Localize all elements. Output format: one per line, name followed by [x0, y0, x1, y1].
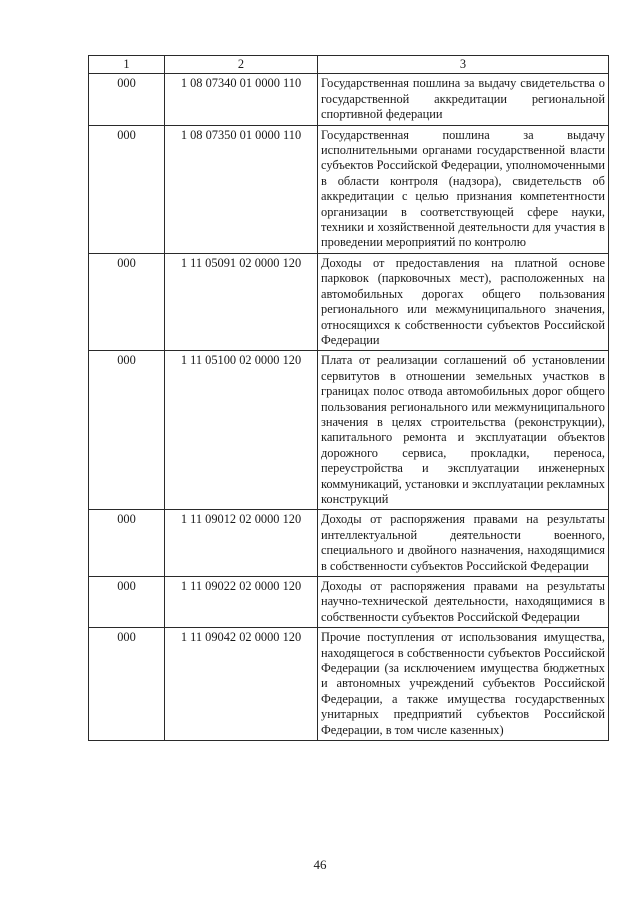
admin-code-cell: 000: [89, 125, 165, 253]
revenue-name-cell: Государственная пошлина за выдачу свидетельства о государственной аккредитации региональной спортивной федерации: [318, 74, 609, 125]
table-row: [89, 577, 609, 628]
revenue-code-cell: 1 08 07340 01 0000 110: [165, 74, 318, 125]
revenue-code-cell: 1 11 09012 02 0000 120: [165, 510, 318, 577]
revenue-code-cell: 1 08 07350 01 0000 110: [165, 125, 318, 253]
table-header-row: [89, 56, 609, 74]
admin-code-cell: 000: [89, 351, 165, 510]
revenue-code-cell: 1 11 05100 02 0000 120: [165, 351, 318, 510]
revenue-name-cell: Доходы от распоряжения правами на результаты научно-технической деятельности, находящимися в собственности субъектов Российской Федерации: [318, 577, 609, 628]
column-header-3: 3: [318, 56, 609, 74]
table-row: [89, 74, 609, 125]
admin-code-cell: 000: [89, 577, 165, 628]
table-row: [89, 628, 609, 741]
column-header-2: 2: [165, 56, 318, 74]
admin-code-cell: 000: [89, 253, 165, 350]
revenue-name-cell: Доходы от распоряжения правами на результаты интеллектуальной деятельности военного, специального и двойного назначения, находящимися в собственности субъектов Российской Федерации: [318, 510, 609, 577]
page-number: 46: [313, 857, 327, 872]
revenue-name-cell: Доходы от предоставления на платной основе парковок (парковочных мест), расположенных на автомобильных дорогах общего пользования регионального или межмуниципального значения, относящихся к собственности субъектов Российской Федерации: [318, 253, 609, 350]
admin-code-cell: 000: [89, 628, 165, 741]
revenue-name-cell: Плата от реализации соглашений об установлении сервитутов в отношении земельных участков в границах полос отвода автомобильных дорог общего пользования регионального или межмуниципального значения в целях строительства (реконструкции), капитального ремонта и эксплуатации объектов дорожного сервиса, прокладки, переноса, переустройства и эксплуатации инженерных коммуникаций, установки и эксплуатации рекламных конструкций: [318, 351, 609, 510]
revenue-name-cell: Государственная пошлина за выдачу исполнительными органами государственной власти субъектов Российской Федерации, уполномоченными в области контроля (надзора), свидетельств об аккредитации с целью признания компетентности организации в соответствующей сфере науки, техники и хозяйственной деятельности для участия в проведении мероприятий по контролю: [318, 125, 609, 253]
column-header-1: 1: [89, 56, 165, 74]
admin-code-cell: 000: [89, 74, 165, 125]
revenue-codes-table: [88, 55, 609, 741]
revenue-code-cell: 1 11 09042 02 0000 120: [165, 628, 318, 741]
table-row: [89, 253, 609, 350]
table-row: [89, 351, 609, 510]
table-row: [89, 125, 609, 253]
revenue-code-cell: 1 11 09022 02 0000 120: [165, 577, 318, 628]
revenue-name-cell: Прочие поступления от использования имущества, находящегося в собственности субъектов Российской Федерации (за исключением имущества бюджетных и автономных учреждений субъектов Российской Федерации, а также имущества государственных унитарных предприятий субъектов Российской Федерации, в том числе казенных): [318, 628, 609, 741]
table-row: [89, 510, 609, 577]
revenue-code-cell: 1 11 05091 02 0000 120: [165, 253, 318, 350]
admin-code-cell: 000: [89, 510, 165, 577]
